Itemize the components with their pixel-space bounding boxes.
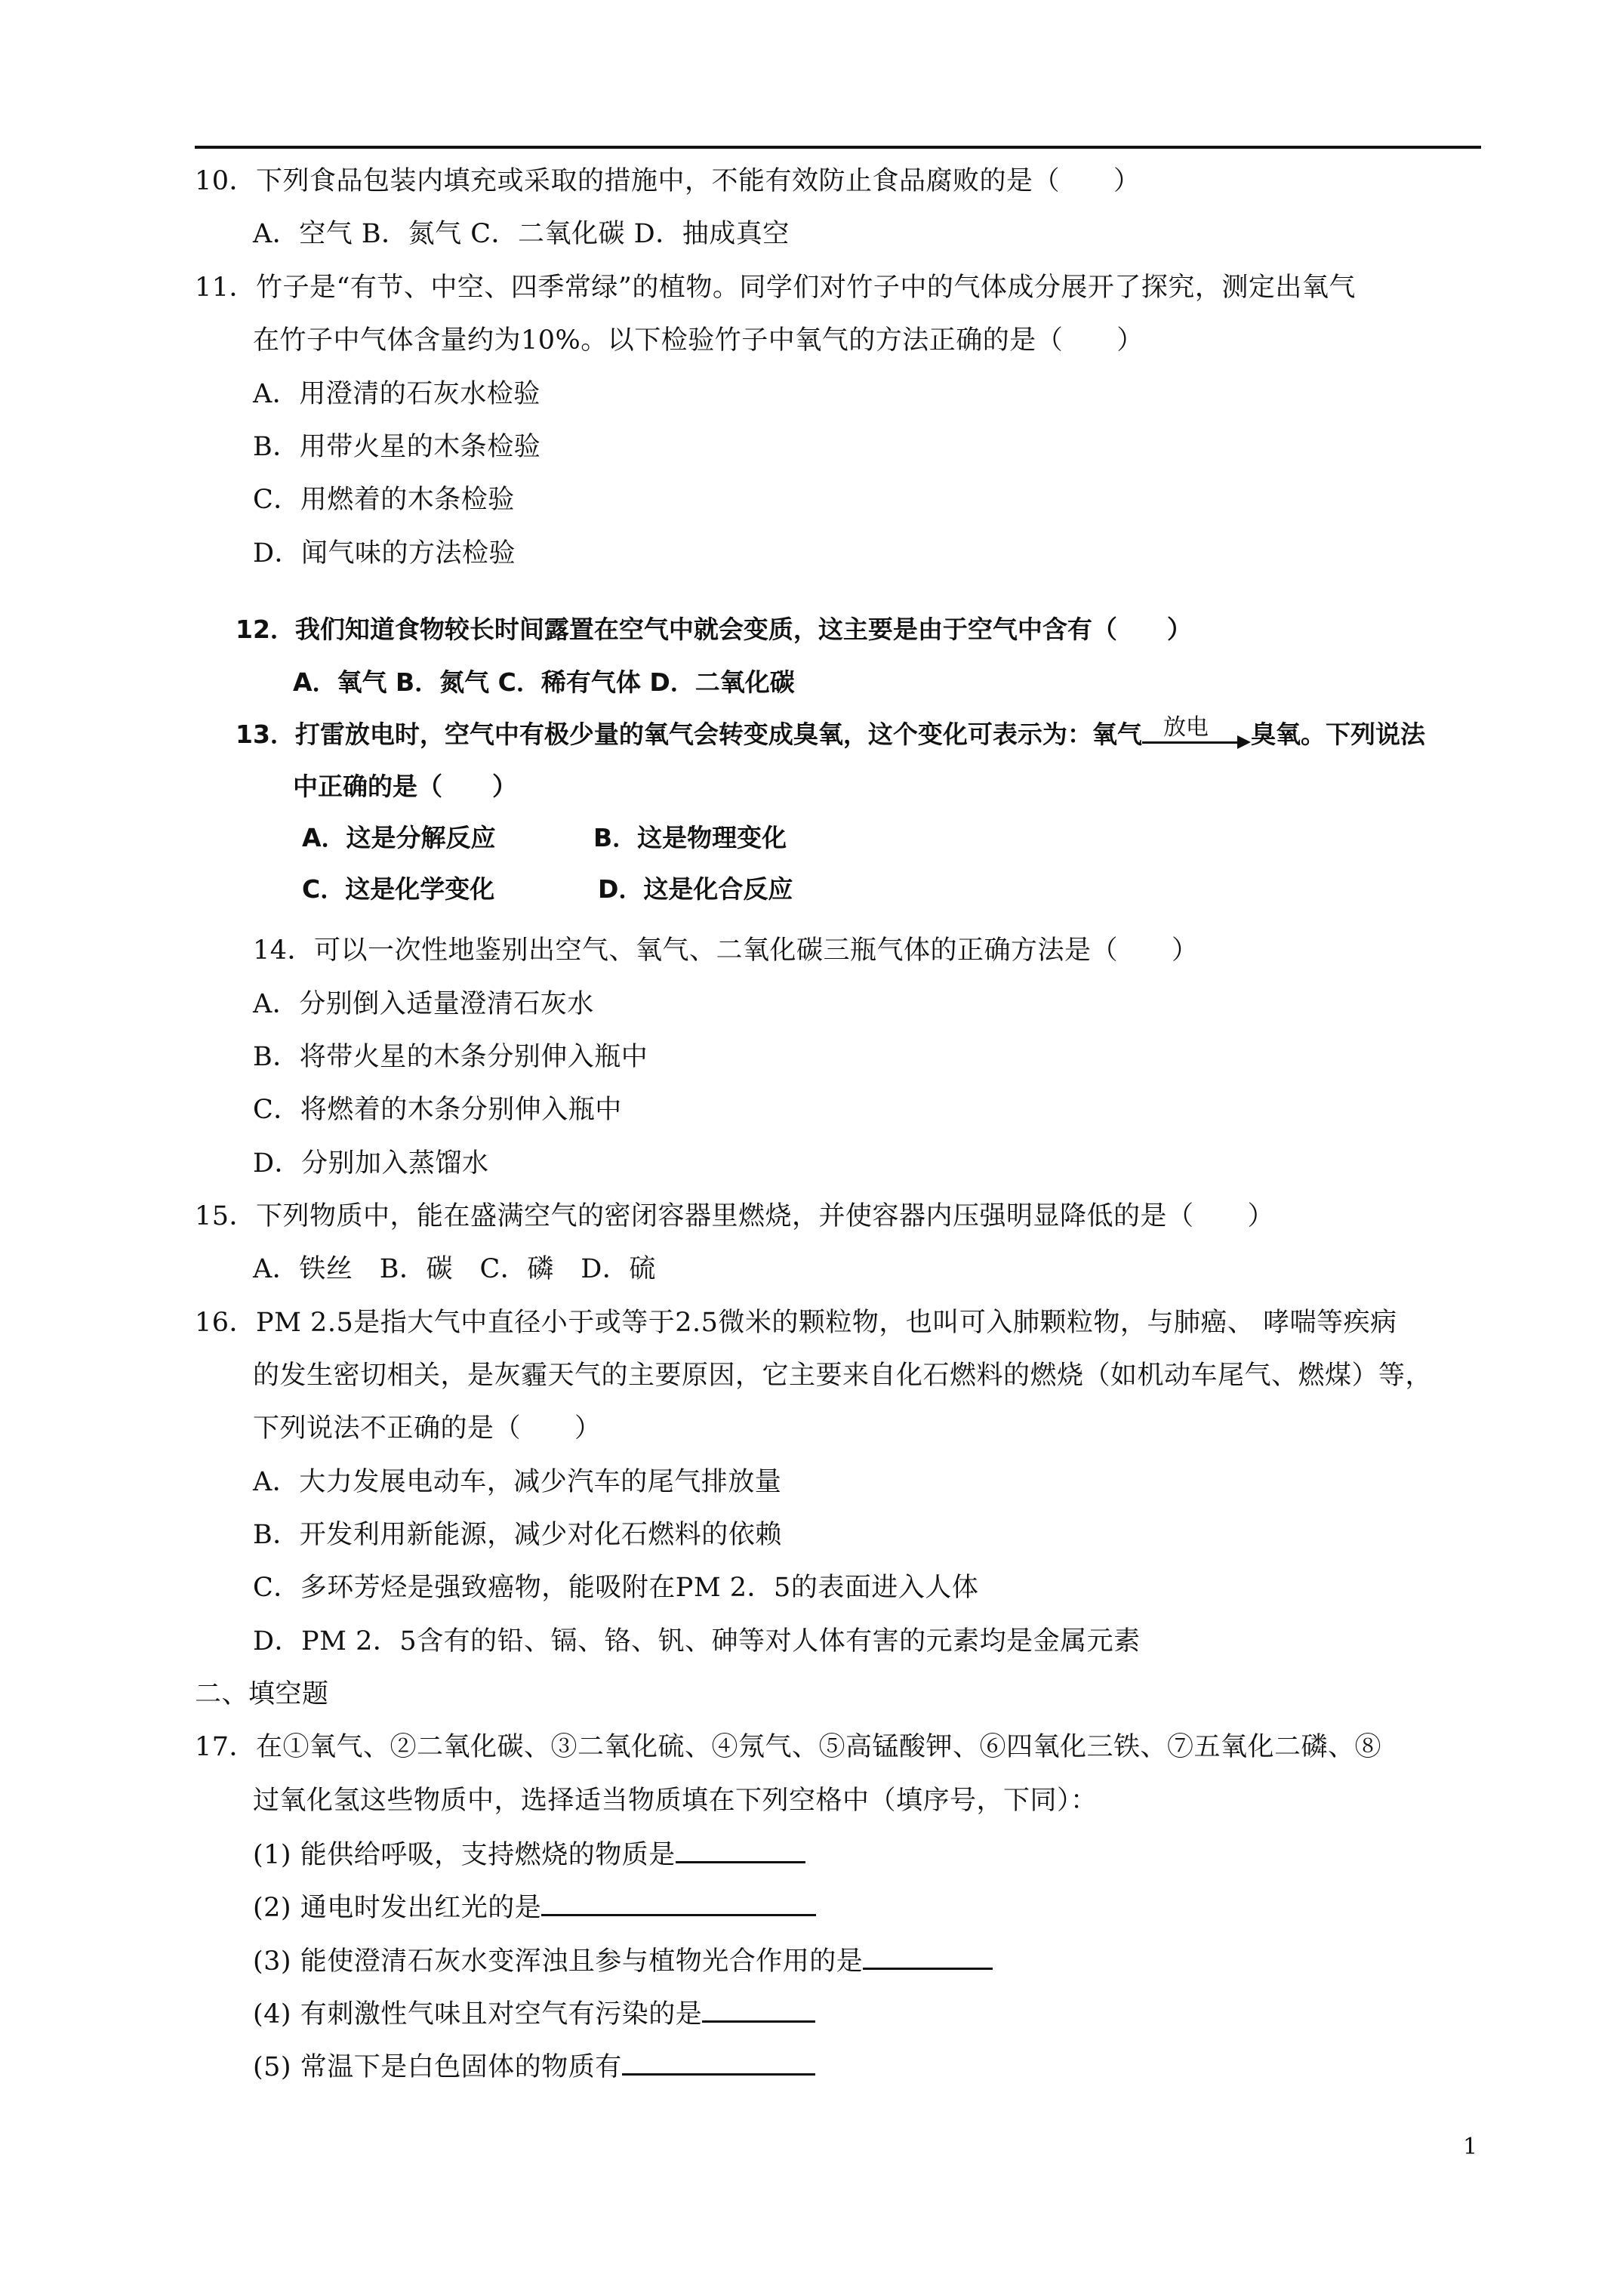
question-11-line1: 11．竹子是“有节、中空、四季常绿”的植物。同学们对竹子中的气体成分展开了探究，测定出氧气	[195, 273, 1356, 303]
question-13-option-b: B．这是物理变化	[593, 823, 787, 852]
answer-blank[interactable]	[622, 2048, 815, 2076]
question-16-option-a: A．大力发展电动车，减少汽车的尾气排放量	[253, 1467, 782, 1497]
question-15-options: A．铁丝 B．碳 C．磷 D．硫	[253, 1254, 656, 1284]
question-17-item-3: (3) 能使澄清石灰水变浑浊且参与植物光合作用的是	[253, 1942, 993, 1980]
section-heading-fill-in: 二、填空题	[195, 1679, 329, 1709]
question-15: 15．下列物质中，能在盛满空气的密闭容器里燃烧，并使容器内压强明显降低的是（ ）	[195, 1201, 1275, 1231]
question-13-option-c: C．这是化学变化	[302, 874, 495, 904]
question-11-option-b: B．用带火星的木条检验	[253, 432, 541, 462]
question-13-line2: 中正确的是（ ）	[293, 772, 517, 801]
question-11-option-d: D．闻气味的方法检验	[253, 538, 516, 569]
question-14-option-c: C．将燃着的木条分别伸入瓶中	[253, 1095, 622, 1125]
question-10-options: A．空气 B．氮气 C．二氧化碳 D．抽成真空	[253, 219, 790, 249]
question-16-line1: 16．PM 2.5是指大气中直径小于或等于2.5微米的颗粒物，也叫可入肺颗粒物，与肺癌、 哮喘等疾病	[195, 1308, 1397, 1338]
question-13-option-d: D．这是化合反应	[598, 874, 793, 904]
question-16-option-d: D．PM 2．5含有的铅、镉、铬、钒、砷等对人体有害的元素均是金属元素	[253, 1626, 1141, 1657]
page-number: 1	[1463, 2134, 1478, 2160]
question-11-option-c: C．用燃着的木条检验	[253, 485, 515, 515]
answer-blank[interactable]	[676, 1835, 805, 1863]
arrow-condition-label: 放电	[1163, 714, 1209, 741]
answer-blank[interactable]	[541, 1888, 816, 1916]
question-13-option-a: A．这是分解反应	[302, 823, 496, 852]
question-17-item-2: (2) 通电时发出红光的是	[253, 1888, 816, 1926]
question-14-option-b: B．将带火星的木条分别伸入瓶中	[253, 1042, 648, 1072]
question-16-line3: 下列说法不正确的是（ ）	[253, 1413, 602, 1444]
question-17-item-4: (4) 有刺激性气味且对空气有污染的是	[253, 1995, 815, 2032]
question-11-option-a: A．用澄清的石灰水检验	[253, 379, 540, 409]
question-14: 14．可以一次性地鉴别出空气、氧气、二氧化碳三瓶气体的正确方法是（ ）	[253, 935, 1199, 966]
question-17-line1: 17．在①氧气、②二氧化碳、③二氧化硫、④氖气、⑤高锰酸钾、⑥四氧化三铁、⑦五氧化二磷、⑧	[195, 1732, 1382, 1762]
question-17-item-1: (1) 能供给呼吸，支持燃烧的物质是	[253, 1835, 805, 1873]
question-13-text: 13．打雷放电时，空气中有极少量的氧气会转变成臭氧，这个变化可表示为：氧气	[236, 720, 1142, 749]
answer-blank[interactable]	[702, 1995, 815, 2023]
question-14-option-a: A．分别倒入适量澄清石灰水	[253, 989, 594, 1019]
question-12-options: A．氧气 B．氮气 C．稀有气体 D．二氧化碳	[293, 667, 795, 697]
header-rule	[195, 146, 1481, 149]
reaction-arrow	[1142, 716, 1251, 746]
question-17-line2: 过氧化氢这些物质中，选择适当物质填在下列空格中（填序号，下同）：	[253, 1786, 1098, 1816]
question-16-line2: 的发生密切相关，是灰霾天气的主要原因，它主要来自化石燃料的燃烧（如机动车尾气、燃煤）等，	[253, 1361, 1433, 1391]
question-17-item-5: (5) 常温下是白色固体的物质有	[253, 2048, 815, 2085]
question-14-option-d: D．分别加入蒸馏水	[253, 1148, 489, 1179]
question-16-option-c: C．多环芳烃是强致癌物，能吸附在PM 2．5的表面进入人体	[253, 1573, 979, 1603]
question-12: 12．我们知道食物较长时间露置在空气中就会变质，这主要是由于空气中含有（ ）	[236, 615, 1192, 644]
question-13-line1	[236, 716, 1425, 753]
answer-blank[interactable]	[863, 1942, 993, 1970]
question-13-text-end: 臭氧。下列说法	[1250, 720, 1425, 749]
question-16-option-b: B．开发利用新能源，减少对化石燃料的依赖	[253, 1520, 782, 1550]
question-10: 10．下列食品包装内填充或采取的措施中，不能有效防止食品腐败的是（ ）	[195, 166, 1141, 196]
question-11-line2: 在竹子中气体含量约为10%。以下检验竹子中氧气的方法正确的是（ ）	[253, 325, 1144, 356]
